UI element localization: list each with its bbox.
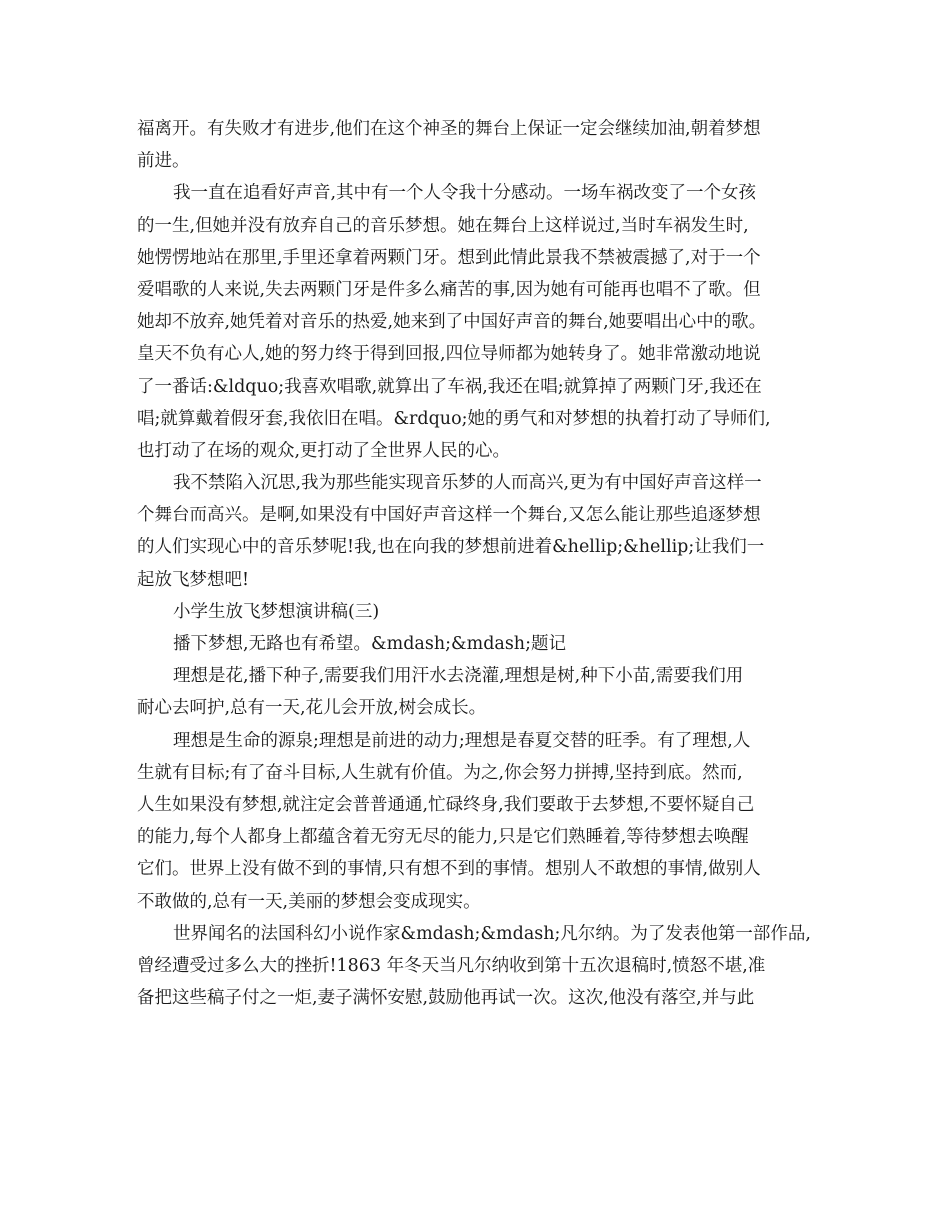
text-line: 小学生放飞梦想演讲稿(三) <box>173 601 380 622</box>
text-line: 也打动了在场的观众,更打动了全世界人民的心。 <box>137 440 511 461</box>
text-line: 的人们实现心中的音乐梦呢!我,也在向我的梦想前进着&hellip;&hellip;让我们一 <box>137 537 765 558</box>
text-line: 她却不放弃,她凭着对音乐的热爱,她来到了中国好声音的舞台,她要唱出心中的歌。 <box>137 312 767 333</box>
text-line: 理想是生命的源泉;理想是前进的动力;理想是春夏交替的旺季。有了理想,人 <box>173 730 751 751</box>
text-line: 不敢做的,总有一天,美丽的梦想会变成现实。 <box>137 891 481 912</box>
text-line: 我一直在追看好声音,其中有一个人令我十分感动。一场车祸改变了一个女孩 <box>173 183 757 204</box>
text-line: 曾经遭受过多么大的挫折!1863 年冬天当凡尔纳收到第十五次退稿时,愤怒不堪,准 <box>137 955 766 976</box>
text-line: 它们。世界上没有做不到的事情,只有想不到的事情。想别人不敢想的事情,做别人 <box>137 859 761 880</box>
text-line: 生就有目标;有了奋斗目标,人生就有价值。为之,你会努力拼搏,坚持到底。然而, <box>137 762 743 783</box>
text-line: 爱唱歌的人来说,失去两颗门牙是件多么痛苦的事,因为她有可能再也唱不了歌。但 <box>137 279 761 300</box>
text-line: 人生如果没有梦想,就注定会普普通通,忙碌终身,我们要敢于去梦想,不要怀疑自己 <box>137 794 755 815</box>
text-line: 起放飞梦想吧! <box>137 569 250 590</box>
document-body <box>137 113 827 1014</box>
text-line: 理想是花,播下种子,需要我们用汗水去浇灌,理想是树,种下小苗,需要我们用 <box>173 666 744 687</box>
text-line: 的一生,但她并没有放弃自己的音乐梦想。她在舞台上这样说过,当时车祸发生时, <box>137 215 749 236</box>
text-line: 耐心去呵护,总有一天,花儿会开放,树会成长。 <box>137 698 487 719</box>
text-line: 个舞台而高兴。是啊,如果没有中国好声音这样一个舞台,又怎么能让那些追逐梦想 <box>137 505 761 526</box>
text-line: 唱;就算戴着假牙套,我依旧在唱。&rdquo;她的勇气和对梦想的执着打动了导师们, <box>137 408 771 429</box>
text-line: 她愣愣地站在那里,手里还拿着两颗门牙。想到此情此景我不禁被震撼了,对于一个 <box>137 247 761 268</box>
text-line: 前进。 <box>137 151 190 172</box>
text-line: 世界闻名的法国科幻小说作家&mdash;&mdash;凡尔纳。为了发表他第一部作品, <box>173 923 811 944</box>
text-line: 了一番话:&ldquo;我喜欢唱歌,就算出了车祸,我还在唱;就算掉了两颗门牙,我还在 <box>137 376 762 397</box>
text-line: 备把这些稿子付之一炬,妻子满怀安慰,鼓励他再试一次。这次,他没有落空,并与此 <box>137 988 755 1009</box>
text-line: 的能力,每个人都身上都蕴含着无穷无尽的能力,只是它们熟睡着,等待梦想去唤醒 <box>137 827 749 848</box>
text-line: 福离开。有失败才有进步,他们在这个神圣的舞台上保证一定会继续加油,朝着梦想 <box>137 119 761 139</box>
text-line: 皇天不负有心人,她的努力终于得到回报,四位导师都为她转身了。她非常激动地说 <box>137 344 761 365</box>
text-line: 我不禁陷入沉思,我为那些能实现音乐梦的人而高兴,更为有中国好声音这样一 <box>173 473 762 494</box>
text-line: 播下梦想,无路也有希望。&mdash;&mdash;题记 <box>173 634 566 654</box>
